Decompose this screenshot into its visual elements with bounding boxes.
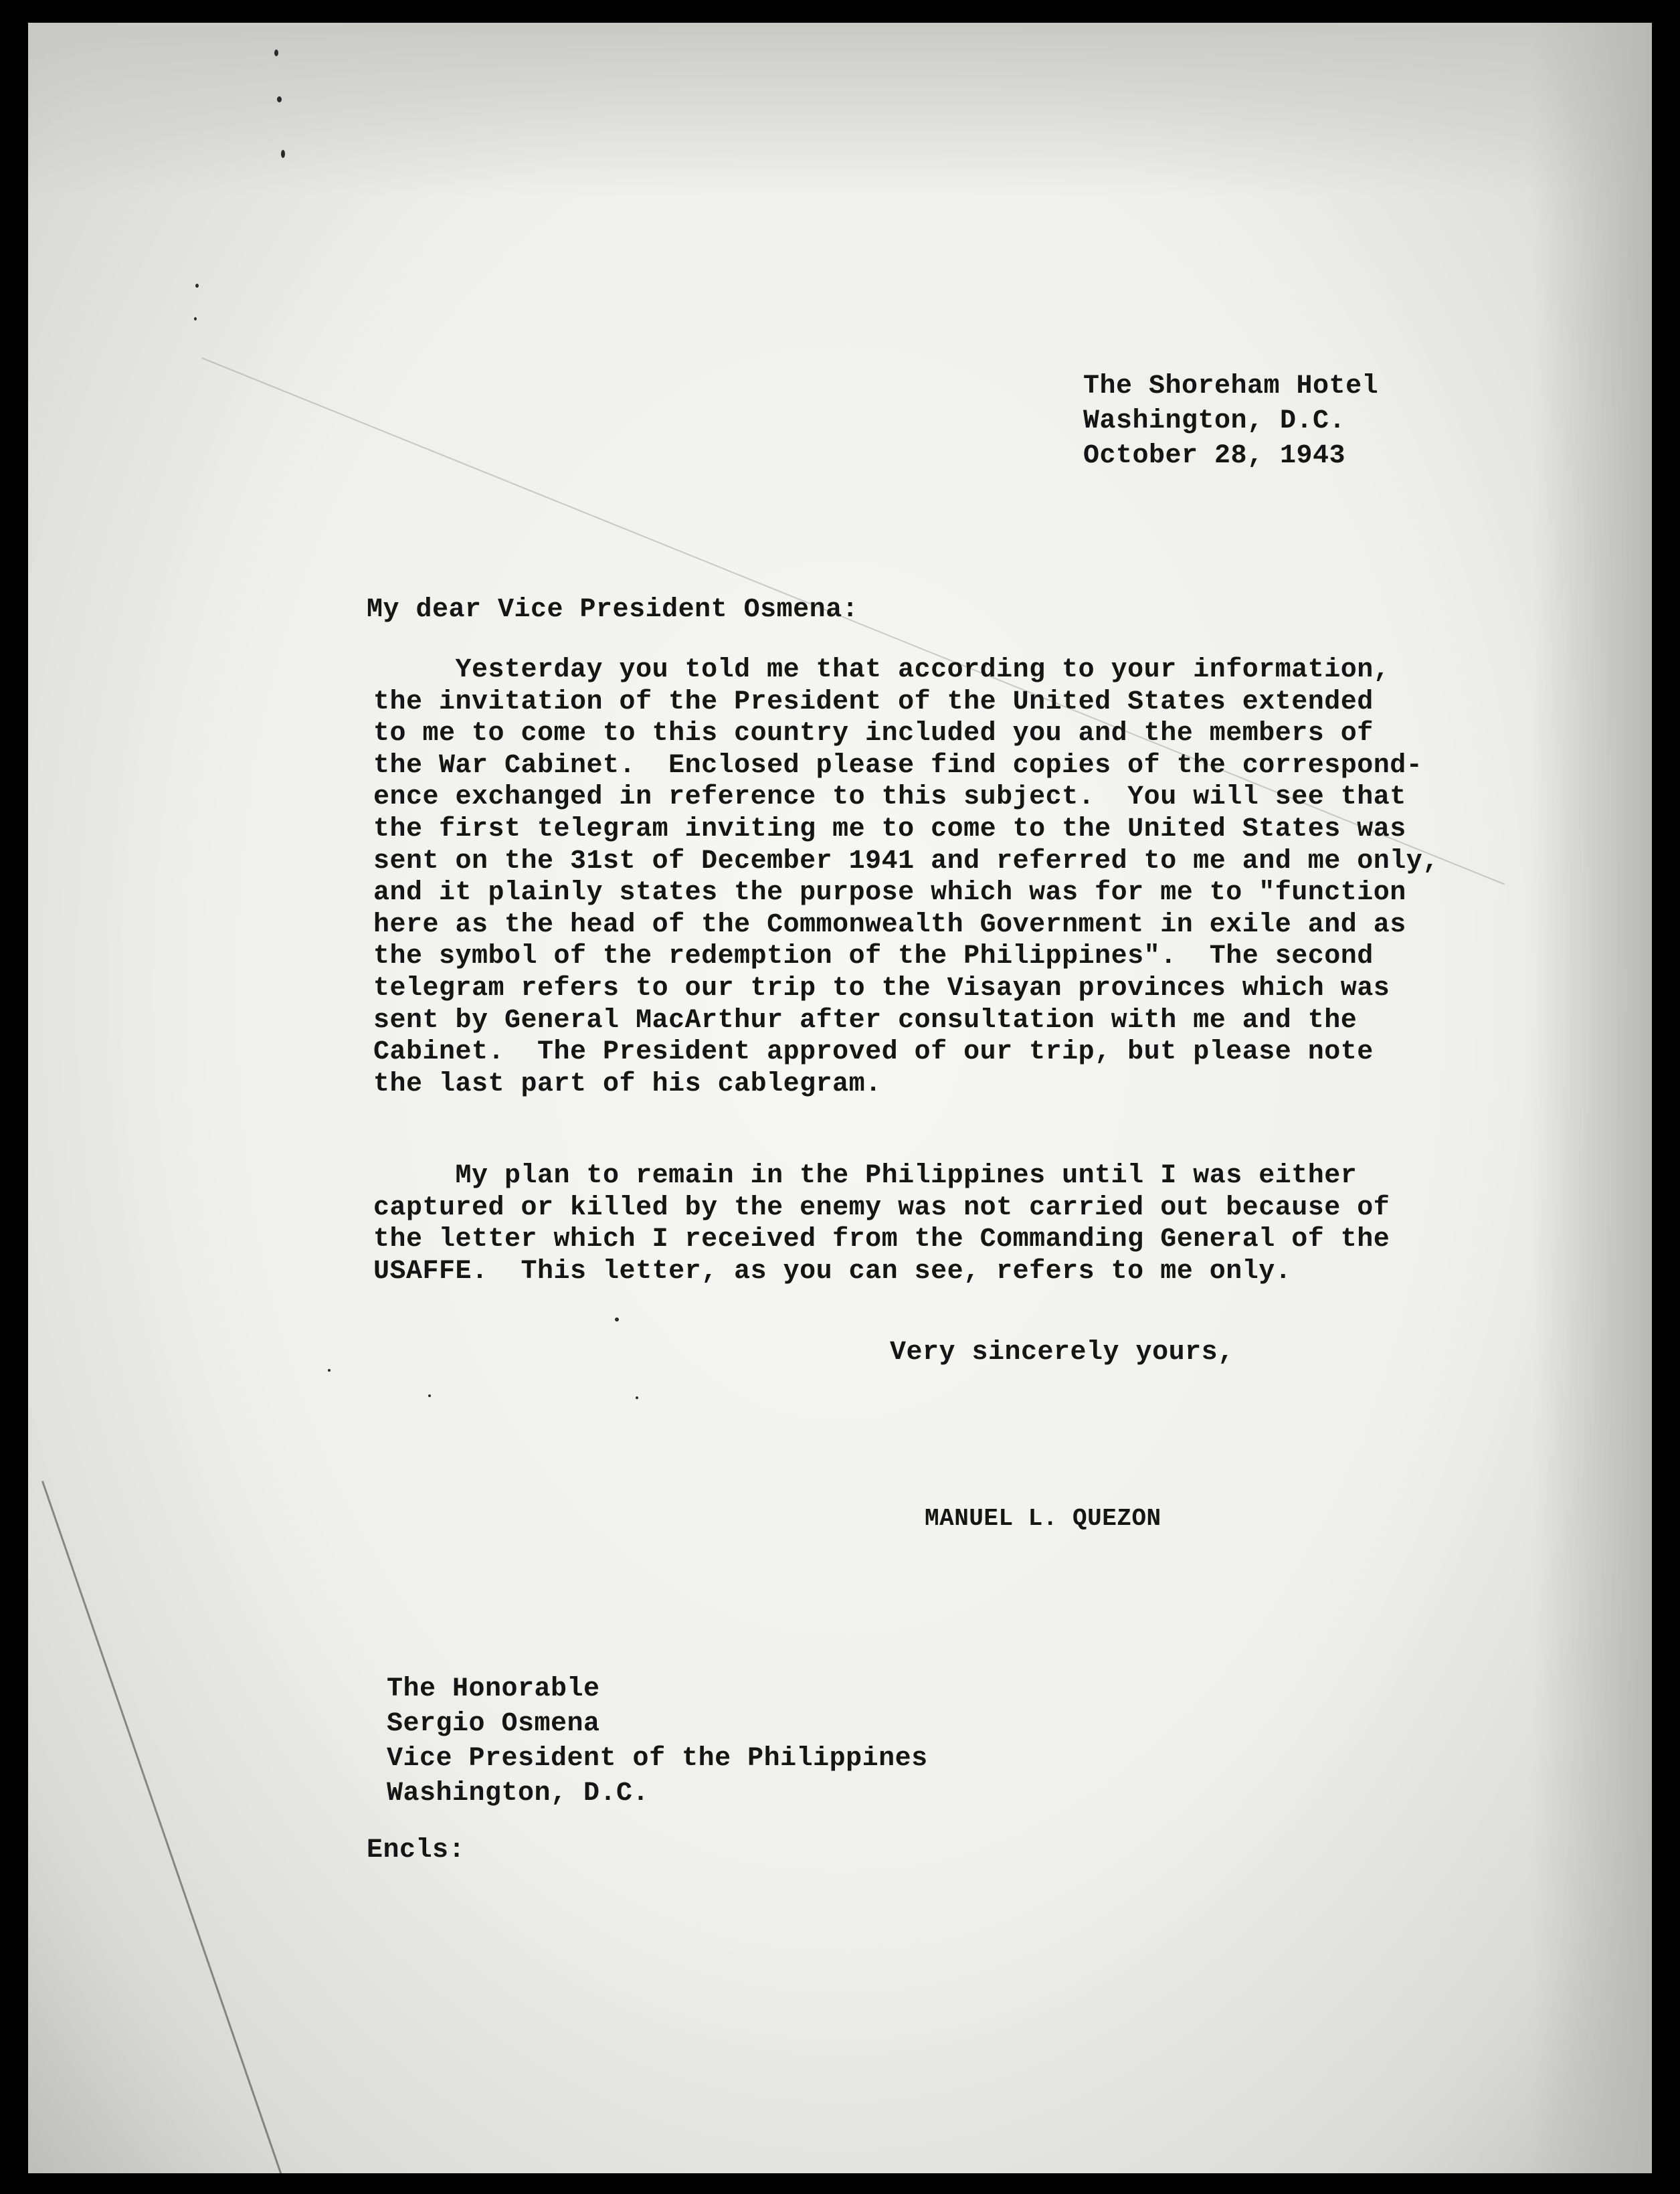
ink-speck [274, 50, 278, 56]
ink-speck [281, 150, 285, 158]
complimentary-close: Very sincerely yours, [890, 1338, 1234, 1368]
ink-speck [194, 317, 197, 321]
ink-speck [615, 1317, 619, 1321]
ink-speck [328, 1369, 331, 1372]
hotel-city: Washington, D.C. [1083, 406, 1346, 436]
recipient-position: Vice President of the Philippines [387, 1744, 928, 1774]
letter-date: October 28, 1943 [1083, 441, 1346, 471]
body-paragraph-1: Yesterday you told me that according to your information, the invitation of the President of the United States extended to me to come to this country included you and the members of the War Cabinet. Enclosed please find copies of the correspond- ence exchanged in reference to this subject. You will see that the first telegram inviting me to come to the United States was sent on the 31st of December 1941 and referred to me and me only, and it plainly states the purpose which was for me to "function here as the head of the Commonwealth Government in exile and as the symbol of the redemption of the Philippines". The second telegram refers to our trip to the Visayan provinces which was sent by General MacArthur after consultation with me and the Cabinet. The President approved of our trip, but please note the last part of his cablegram. [373, 655, 1439, 1099]
ink-speck [277, 96, 282, 102]
salutation: My dear Vice President Osmena: [367, 595, 859, 625]
enclosure-note: Encls: [367, 1835, 466, 1865]
ink-speck [636, 1396, 638, 1399]
signer-name: MANUEL L. QUEZON [925, 1505, 1161, 1532]
body-paragraph-2: My plan to remain in the Philippines until I was either captured or killed by the enemy was not carried out because of the letter which I received from the Commanding General of the USAFFE. This letter, as you can see, refers to me only. [373, 1161, 1390, 1287]
recipient-title: The Honorable [387, 1674, 600, 1704]
page-edge-shadow [41, 1481, 283, 2173]
dateline-block [1083, 369, 1378, 474]
hotel-name: The Shoreham Hotel [1083, 371, 1379, 401]
recipient-city: Washington, D.C. [387, 1778, 650, 1809]
ink-speck [428, 1394, 431, 1397]
recipient-name: Sergio Osmena [387, 1709, 600, 1739]
ink-speck [195, 284, 199, 288]
recipient-address [387, 1672, 928, 1811]
letter-page [28, 23, 1652, 2173]
